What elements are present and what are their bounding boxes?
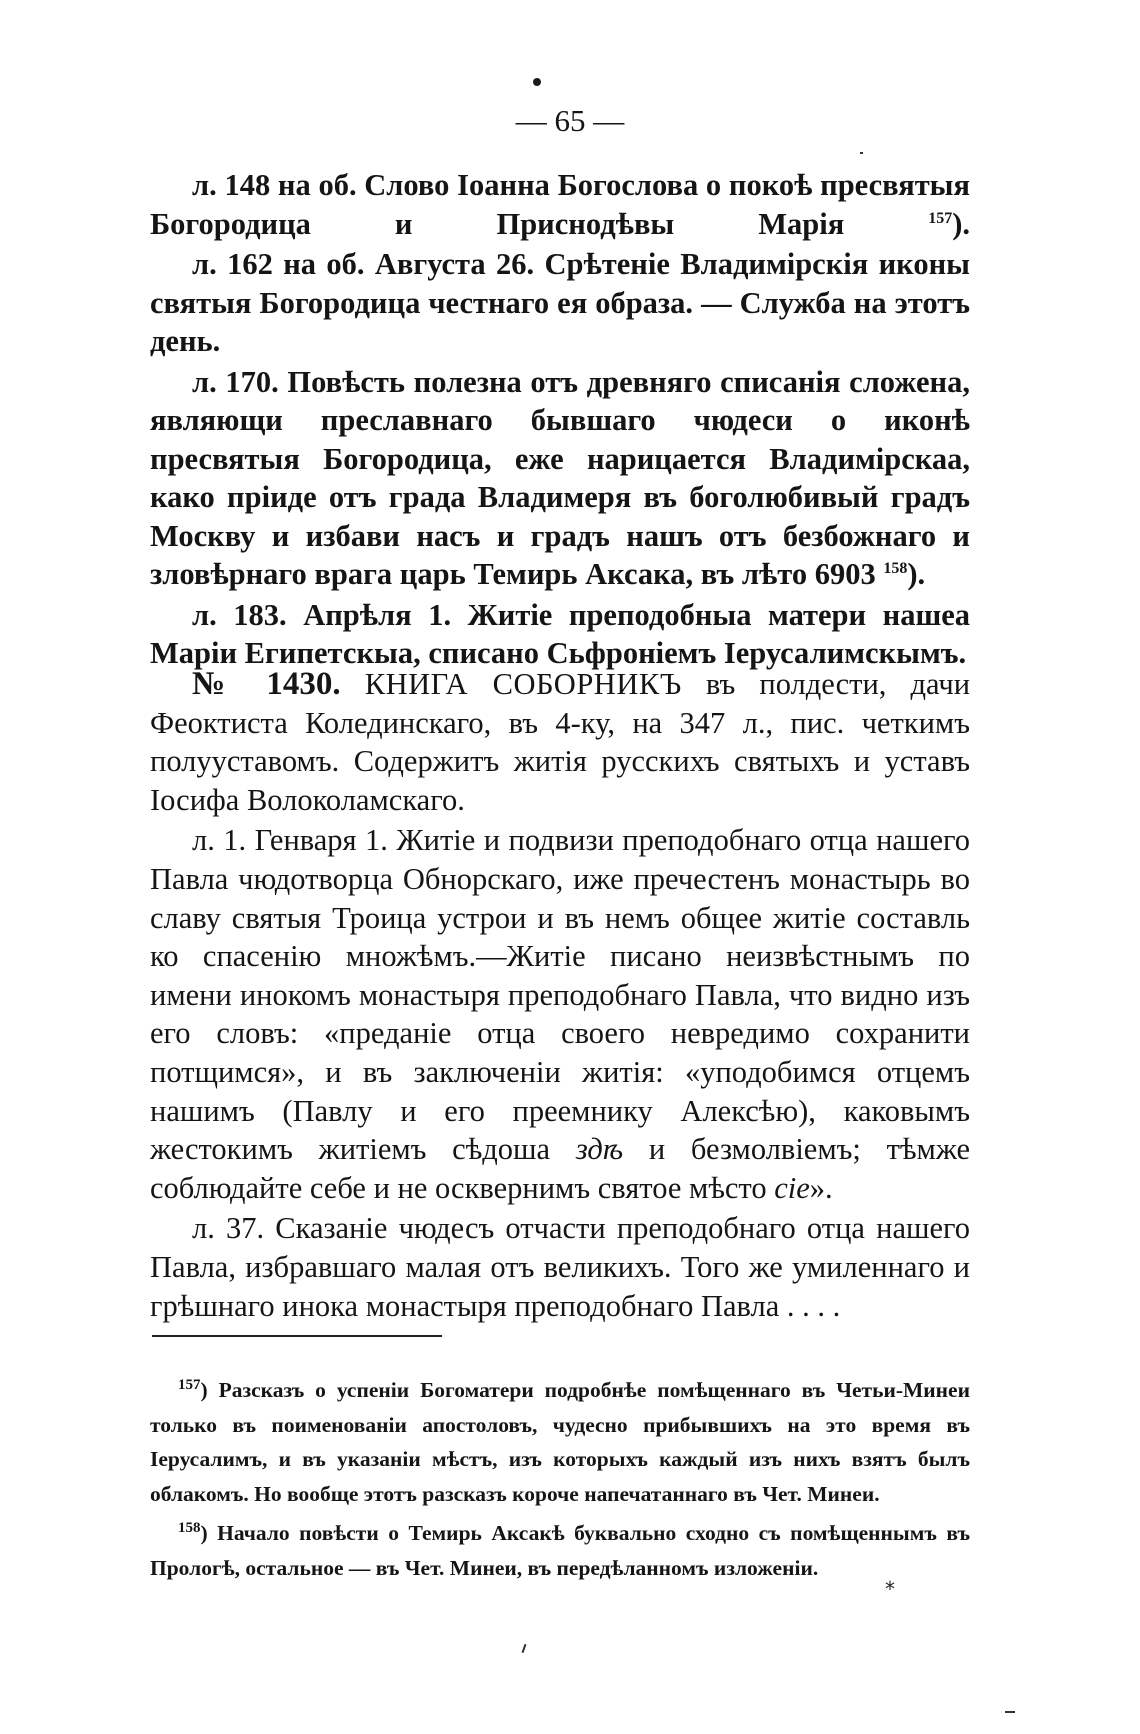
entry-item-leaf-37: л. 37. Сказаніе чюдесъ отчасти преподобнаго отца нашего Павла, избравшаго малая отъ великихъ. Того же умиленнаго и грѣшнаго инока монастыря преподобнаго Павла . . . . <box>150 1211 970 1323</box>
entry-description: въ полдести, дачи Феоктиста Колединскаго, въ 4-ку, на 347 л., пис. четкимъ полууставомъ. Содержитъ житія русскихъ святыхъ и уставъ Іосифа Волоколамскаго. <box>150 667 971 817</box>
entry-item-leaf-1 <box>150 821 970 1207</box>
item-leaf-148-text: л. 148 на об. Слово Іоанна Богослова о покоѣ пресвятыя Богородица и Приснодѣвы Марія <box>150 168 970 241</box>
stray-mark <box>1005 1711 1015 1713</box>
entry-1430 <box>150 665 970 1325</box>
entry-item-leaf-1-text-a: л. 1. Генваря 1. Житіе и подвизи преподобнаго отца нашего Павла чюдотворца Обнорскаго, иже пречестенъ монастырь во славу святыя Троица устрои и въ немъ общее житіе составль ко спасенію множѣмъ.—Житіе писано неизвѣстнымъ по имени инокомъ монастыря преподобнаго Павла, что видно изъ его словъ: «преданіе отца своего невредимо сохранити потщимся», и въ заключеніи житія: «уподобимся отцемъ нашимъ (Павлу и его преемнику Алексѣю), каковымъ жестокимъ житіемъ сѣдоша <box>150 823 970 1167</box>
stray-mark <box>860 152 863 154</box>
entry-heading <box>150 665 970 819</box>
stray-mark <box>522 1644 527 1653</box>
footnote-text: ) Разсказъ о успеніи Богоматери подробнѣе помѣщеннаго въ Четьи-Минеи только въ поименованіи апостоловъ, чудесно прибывшихъ на это время въ Іерусалимъ, и въ указаніи мѣстъ, изъ которыхъ каждый изъ нихъ взятъ былъ облакомъ. Но вообще этотъ разсказъ короче напечатаннаго въ Чет. Минеи. <box>150 1378 970 1506</box>
item-leaf-148 <box>150 166 970 243</box>
footnote-157 <box>150 1373 970 1511</box>
footnote-separator <box>152 1335 442 1337</box>
entry-title: КНИГА СОБОРНИКЪ <box>364 667 682 701</box>
entry-item-leaf-1-italic-b: сіе <box>774 1170 810 1205</box>
asterisk-mark: * <box>885 1577 895 1601</box>
item-leaf-170-tail: ). <box>907 557 926 591</box>
item-leaf-170-text: л. 170. Повѣсть полезна отъ древняго списанія сложена, являющи преславнаго бывшаго чюдеси о иконѣ пресвятыя Богородица, еже нарицается Владимірскаа, како пріиде отъ града Владимеря въ боголюбивый градъ Москву и избави насъ и градъ нашъ отъ безбожнаго и зловѣрнаго врага царь Темирь Аксака, въ лѣто 6903 <box>150 364 970 591</box>
page-number: — 65 — <box>515 103 625 138</box>
entry-item-leaf-1-text-b: и безмолвіемъ; тѣмже соблюдайте себе и не осквернимъ святое мѣсто <box>150 1132 971 1205</box>
footnote-number: 158 <box>178 1519 201 1536</box>
item-leaf-183: л. 183. Апрѣля 1. Житіе преподобныа матери нашеа Маріи Египетскыа, списано Сьфроніемъ Іерусалимскымъ. <box>150 597 970 670</box>
entry-item-leaf-1-italic-a: здѣ <box>575 1132 624 1167</box>
footnote-ref-158: 158 <box>883 559 908 577</box>
footnote-number: 157 <box>178 1376 201 1393</box>
entry-item-leaf-1-text-c: ». <box>809 1170 833 1205</box>
item-leaf-162: л. 162 на об. Августа 26. Срѣтеніе Владимірскія иконы святыя Богородица честнаго ея образа. — Служба на этотъ день. <box>150 247 970 358</box>
footnote-ref-157: 157 <box>928 209 953 227</box>
footnotes <box>150 1373 970 1585</box>
previous-entry-continuation <box>150 166 970 673</box>
footnote-158 <box>150 1516 970 1585</box>
entry-number: № 1430. <box>192 666 341 702</box>
ink-speck <box>533 78 541 86</box>
item-leaf-170 <box>150 363 970 594</box>
footnote-text: ) Начало повѣсти о Темирь Аксакѣ буквально сходно съ помѣщеннымъ въ Прологѣ, остальное — въ Чет. Минеи, въ передѣланномъ изложеніи. <box>150 1521 970 1580</box>
item-leaf-148-tail: ). <box>952 206 970 241</box>
